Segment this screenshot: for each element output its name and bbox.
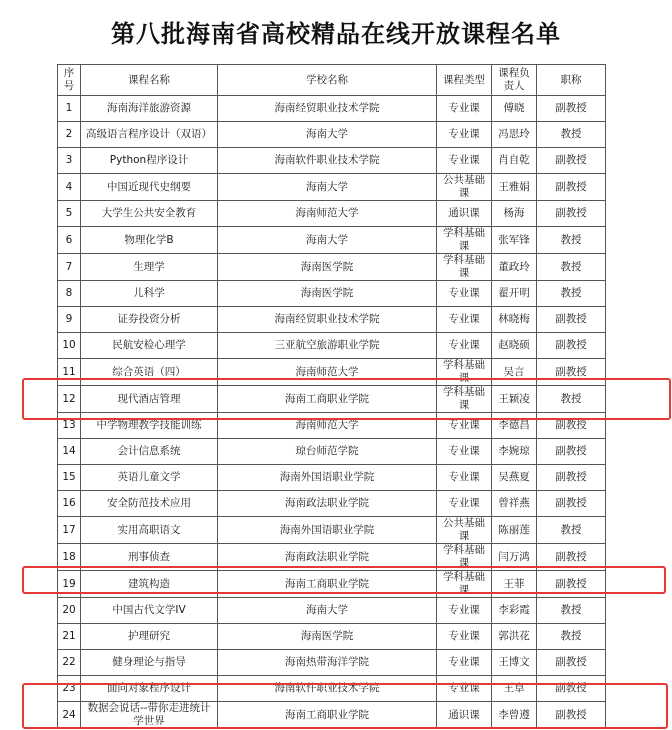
cell-title: 副教授: [537, 307, 606, 333]
cell-index: 15: [58, 465, 81, 491]
cell-course-name: 生理学: [81, 254, 218, 281]
cell-title: 教授: [537, 281, 606, 307]
cell-course-type: 通识课: [437, 702, 492, 729]
page-title: 第八批海南省高校精品在线开放课程名单: [111, 20, 561, 48]
cell-course-lead: 李曾遵: [492, 702, 537, 729]
table-row: [58, 465, 606, 491]
cell-school-name: 海南工商职业学院: [218, 386, 437, 413]
cell-title: 副教授: [537, 359, 606, 386]
header-course-lead: 课程负责人: [492, 65, 537, 96]
cell-index: 17: [58, 517, 81, 544]
cell-index: 13: [58, 413, 81, 439]
cell-course-name: 民航安检心理学: [81, 333, 218, 359]
cell-title: 教授: [537, 517, 606, 544]
cell-title: 副教授: [537, 148, 606, 174]
cell-index: 6: [58, 227, 81, 254]
cell-school-name: 海南大学: [218, 174, 437, 201]
cell-course-name: 现代酒店管理: [81, 386, 218, 413]
table-row: [58, 174, 606, 201]
table-row: [58, 650, 606, 676]
table-row: [58, 254, 606, 281]
cell-index: 12: [58, 386, 81, 413]
cell-course-type: 专业课: [437, 650, 492, 676]
cell-course-name: 安全防范技术应用: [81, 491, 218, 517]
cell-index: 10: [58, 333, 81, 359]
cell-school-name: 海南师范大学: [218, 201, 437, 227]
cell-course-lead: 闫万鸿: [492, 544, 537, 571]
cell-school-name: 海南大学: [218, 598, 437, 624]
table-row: [58, 624, 606, 650]
cell-course-type: 专业课: [437, 148, 492, 174]
cell-course-type: 学科基础课: [437, 386, 492, 413]
cell-title: 副教授: [537, 174, 606, 201]
cell-course-name: 物理化学B: [81, 227, 218, 254]
cell-index: 9: [58, 307, 81, 333]
cell-school-name: 海南经贸职业技术学院: [218, 96, 437, 122]
cell-course-lead: 李婉琼: [492, 439, 537, 465]
table-row: [58, 439, 606, 465]
cell-title: 副教授: [537, 201, 606, 227]
cell-course-lead: 王菲: [492, 571, 537, 598]
cell-title: 副教授: [537, 96, 606, 122]
cell-course-name: 健身理论与指导: [81, 650, 218, 676]
cell-index: 2: [58, 122, 81, 148]
header-title: 职称: [537, 65, 606, 96]
table-row: [58, 96, 606, 122]
cell-course-name: 刑事侦查: [81, 544, 218, 571]
cell-course-name: 大学生公共安全教育: [81, 201, 218, 227]
cell-school-name: 海南外国语职业学院: [218, 465, 437, 491]
cell-title: 教授: [537, 227, 606, 254]
cell-title: 副教授: [537, 544, 606, 571]
header-school-name: 学校名称: [218, 65, 437, 96]
table-row: [58, 122, 606, 148]
table-row: [58, 571, 606, 598]
cell-index: 24: [58, 702, 81, 729]
cell-course-name: 会计信息系统: [81, 439, 218, 465]
cell-title: 副教授: [537, 676, 606, 702]
cell-school-name: 海南医学院: [218, 281, 437, 307]
cell-course-type: 专业课: [437, 676, 492, 702]
cell-index: 16: [58, 491, 81, 517]
cell-school-name: 海南经贸职业技术学院: [218, 307, 437, 333]
cell-course-lead: 冯思玲: [492, 122, 537, 148]
cell-school-name: 海南外国语职业学院: [218, 517, 437, 544]
table-row: [58, 598, 606, 624]
table-row: [58, 307, 606, 333]
cell-index: 19: [58, 571, 81, 598]
cell-school-name: 海南工商职业学院: [218, 571, 437, 598]
table-row: [58, 148, 606, 174]
cell-index: 22: [58, 650, 81, 676]
table-row: [58, 544, 606, 571]
cell-index: 8: [58, 281, 81, 307]
cell-course-type: 学科基础课: [437, 359, 492, 386]
cell-course-type: 专业课: [437, 333, 492, 359]
cell-course-name: 证券投资分析: [81, 307, 218, 333]
table-row: [58, 491, 606, 517]
cell-title: 副教授: [537, 650, 606, 676]
cell-course-lead: 肖自乾: [492, 148, 537, 174]
table-row: [58, 201, 606, 227]
table-row: [58, 359, 606, 386]
cell-course-lead: 董政玲: [492, 254, 537, 281]
cell-course-name: Python程序设计: [81, 148, 218, 174]
table-row: [58, 517, 606, 544]
cell-school-name: 琼台师范学院: [218, 439, 437, 465]
cell-course-name: 高级语言程序设计（双语）: [81, 122, 218, 148]
cell-course-name: 中国近现代史纲要: [81, 174, 218, 201]
cell-course-type: 专业课: [437, 281, 492, 307]
cell-course-name: 综合英语（四）: [81, 359, 218, 386]
cell-course-type: 公共基础课: [437, 174, 492, 201]
cell-course-type: 公共基础课: [437, 517, 492, 544]
cell-course-type: 专业课: [437, 439, 492, 465]
cell-school-name: 海南热带海洋学院: [218, 650, 437, 676]
cell-course-lead: 陈丽莲: [492, 517, 537, 544]
cell-index: 1: [58, 96, 81, 122]
table-row: [58, 281, 606, 307]
cell-course-name: 数据会说话--带你走进统计学世界: [81, 702, 218, 729]
cell-course-lead: 傅晓: [492, 96, 537, 122]
cell-course-type: 专业课: [437, 491, 492, 517]
cell-title: 教授: [537, 598, 606, 624]
cell-title: 副教授: [537, 491, 606, 517]
cell-course-type: 专业课: [437, 413, 492, 439]
cell-course-lead: 翟开明: [492, 281, 537, 307]
cell-school-name: 海南师范大学: [218, 359, 437, 386]
table-row: [58, 227, 606, 254]
cell-course-name: 海南海洋旅游资源: [81, 96, 218, 122]
cell-course-lead: 王博文: [492, 650, 537, 676]
cell-course-name: 护理研究: [81, 624, 218, 650]
cell-course-type: 专业课: [437, 598, 492, 624]
cell-title: 副教授: [537, 413, 606, 439]
header-course-type: 课程类型: [437, 65, 492, 96]
cell-title: 教授: [537, 254, 606, 281]
cell-course-type: 专业课: [437, 122, 492, 148]
cell-school-name: 海南政法职业学院: [218, 491, 437, 517]
cell-school-name: 三亚航空旅游职业学院: [218, 333, 437, 359]
cell-title: 副教授: [537, 465, 606, 491]
cell-school-name: 海南大学: [218, 227, 437, 254]
cell-school-name: 海南医学院: [218, 624, 437, 650]
header-course-name: 课程名称: [81, 65, 218, 96]
cell-course-lead: 郭洪花: [492, 624, 537, 650]
cell-course-name: 中国古代文学IV: [81, 598, 218, 624]
cell-school-name: 海南医学院: [218, 254, 437, 281]
cell-school-name: 海南大学: [218, 122, 437, 148]
cell-course-lead: 王雅娟: [492, 174, 537, 201]
cell-course-type: 学科基础课: [437, 254, 492, 281]
cell-index: 18: [58, 544, 81, 571]
cell-course-lead: 赵晓硕: [492, 333, 537, 359]
table-header-row: [58, 65, 606, 96]
table-row: [58, 702, 606, 729]
header-index: 序号: [58, 65, 81, 96]
cell-course-lead: 吴燕夏: [492, 465, 537, 491]
cell-course-name: 面向对象程序设计: [81, 676, 218, 702]
cell-course-name: 建筑构造: [81, 571, 218, 598]
cell-course-type: 专业课: [437, 624, 492, 650]
table-row: [58, 676, 606, 702]
cell-course-name: 实用高职语文: [81, 517, 218, 544]
cell-course-name: 英语儿童文学: [81, 465, 218, 491]
cell-school-name: 海南软件职业技术学院: [218, 148, 437, 174]
cell-course-type: 学科基础课: [437, 227, 492, 254]
cell-course-type: 学科基础课: [437, 544, 492, 571]
cell-course-type: 学科基础课: [437, 571, 492, 598]
cell-course-lead: 李彩霞: [492, 598, 537, 624]
course-table: [57, 64, 606, 729]
cell-school-name: 海南软件职业技术学院: [218, 676, 437, 702]
cell-course-type: 通识课: [437, 201, 492, 227]
cell-title: 副教授: [537, 439, 606, 465]
cell-index: 14: [58, 439, 81, 465]
cell-school-name: 海南工商职业学院: [218, 702, 437, 729]
cell-index: 20: [58, 598, 81, 624]
cell-school-name: 海南师范大学: [218, 413, 437, 439]
cell-title: 副教授: [537, 333, 606, 359]
cell-index: 3: [58, 148, 81, 174]
cell-index: 5: [58, 201, 81, 227]
cell-course-lead: 杨海: [492, 201, 537, 227]
cell-title: 教授: [537, 624, 606, 650]
cell-index: 4: [58, 174, 81, 201]
cell-course-name: 中学物理教学技能训练: [81, 413, 218, 439]
cell-school-name: 海南政法职业学院: [218, 544, 437, 571]
cell-course-name: 儿科学: [81, 281, 218, 307]
table-row: [58, 413, 606, 439]
cell-course-lead: 林晓梅: [492, 307, 537, 333]
cell-course-type: 专业课: [437, 465, 492, 491]
cell-course-lead: 曾祥燕: [492, 491, 537, 517]
cell-course-type: 专业课: [437, 96, 492, 122]
cell-title: 副教授: [537, 571, 606, 598]
cell-title: 教授: [537, 122, 606, 148]
cell-index: 23: [58, 676, 81, 702]
cell-course-lead: 王颖凌: [492, 386, 537, 413]
table-row: [58, 333, 606, 359]
cell-course-lead: 王卓: [492, 676, 537, 702]
cell-course-type: 专业课: [437, 307, 492, 333]
cell-index: 11: [58, 359, 81, 386]
table-row: [58, 386, 606, 413]
cell-title: 教授: [537, 386, 606, 413]
cell-title: 副教授: [537, 702, 606, 729]
cell-index: 7: [58, 254, 81, 281]
cell-course-lead: 李德昌: [492, 413, 537, 439]
cell-index: 21: [58, 624, 81, 650]
cell-course-lead: 张军锋: [492, 227, 537, 254]
cell-course-lead: 吴言: [492, 359, 537, 386]
